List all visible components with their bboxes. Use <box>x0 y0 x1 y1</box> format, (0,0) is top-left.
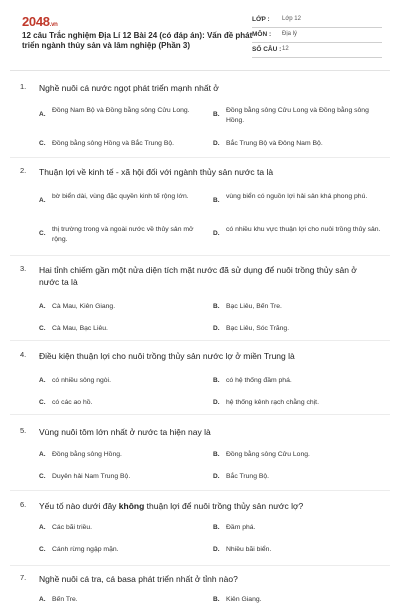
question-number: 5. <box>20 426 27 435</box>
option-letter: C. <box>39 325 46 332</box>
header-divider <box>10 70 390 71</box>
meta-label: SỐ CÂU : <box>252 46 282 53</box>
option-letter: B. <box>213 524 220 531</box>
option-text: Các bãi triều. <box>52 524 93 531</box>
option-text: hệ thống kênh rạch chằng chịt. <box>226 399 319 406</box>
question-number: 1. <box>20 82 27 91</box>
option-text: Đồng bằng sông Cửu Long và Đồng bằng sông Hồng. <box>226 107 369 124</box>
question-text-emphasis: không <box>118 501 145 511</box>
page-header <box>0 0 400 66</box>
option-letter: C. <box>39 546 46 553</box>
option-letter: A. <box>39 524 46 531</box>
option-letter: B. <box>213 111 220 118</box>
option-letter: A. <box>39 111 46 118</box>
option-text: bờ biển dài, vùng đặc quyền kinh tế rộng lớn. <box>52 193 189 200</box>
question-text <box>39 500 379 512</box>
meta-label: LỚP : <box>252 16 270 23</box>
option-text: có nhiều sông ngòi. <box>52 377 111 384</box>
question-number: 3. <box>20 264 27 273</box>
question-text-post: thuận lợi để nuôi trồng thủy sản nước lợ? <box>144 501 304 511</box>
logo-suffix: .vn <box>49 22 58 28</box>
option-letter: C. <box>39 473 46 480</box>
question-divider <box>10 565 390 566</box>
option-text: có hệ thống đầm phá. <box>226 377 292 384</box>
option-text: Bắc Trung Bộ. <box>226 473 270 480</box>
question-number: 6. <box>20 500 27 509</box>
question-divider <box>10 255 390 256</box>
option-letter: D. <box>213 325 220 332</box>
option-text: Cà Mau, Bạc Liêu. <box>52 325 108 332</box>
option-text: có các ao hồ. <box>52 399 93 406</box>
option-text: Đồng bằng sông Cửu Long. <box>226 451 310 458</box>
option-text: Bạc Liêu, Sóc Trăng. <box>226 325 290 332</box>
option-text: Duyên hải Nam Trung Bộ. <box>52 473 131 480</box>
option-letter: A. <box>39 377 46 384</box>
option-letter: A. <box>39 303 46 310</box>
option-letter: B. <box>213 596 220 603</box>
option-text: có nhiều khu vực thuận lợi cho nuôi trồng thủy sản. <box>226 226 381 233</box>
option-letter: D. <box>213 230 220 237</box>
question-divider <box>10 490 390 491</box>
meta-row-class <box>252 13 382 28</box>
option-text: Đầm phá. <box>226 524 256 531</box>
option-letter: D. <box>213 399 220 406</box>
question-number: 2. <box>20 166 27 175</box>
question-divider <box>10 340 390 341</box>
option-text: Bạc Liêu, Bến Tre. <box>226 303 282 310</box>
option-text: vùng biển có nguồn lợi hải sản khá phong phú. <box>226 193 368 200</box>
option-text: Cánh rừng ngập mặn. <box>52 546 119 553</box>
option-letter: B. <box>213 197 220 204</box>
question-text: Nghề nuôi cá tra, cá basa phát triển nhất ở tỉnh nào? <box>39 574 238 584</box>
option-text: Bến Tre. <box>52 596 78 603</box>
question-divider <box>10 414 390 415</box>
meta-value: 12 <box>282 46 289 52</box>
question-number: 4. <box>20 350 27 359</box>
question-text: Hai tỉnh chiếm gần một nửa diện tích mặt nước đã sử dụng để nuôi trồng thủy sản ở nước ta là <box>39 265 357 287</box>
question-divider <box>10 157 390 158</box>
meta-value: Lớp 12 <box>282 16 301 22</box>
option-text: Đồng Nam Bộ và Đồng bằng sông Cửu Long. <box>52 107 190 114</box>
meta-row-count <box>252 43 382 58</box>
document-title: 12 câu Trắc nghiệm Địa Lí 12 Bài 24 (có đáp án): Vấn đề phát triển ngành thủy sản và lâm nghiệp (Phần 3) <box>22 31 253 50</box>
option-text: Đồng bằng sông Hồng và Bắc Trung Bộ. <box>52 140 175 147</box>
meta-label: MÔN : <box>252 31 272 38</box>
option-text: Kiên Giang. <box>226 596 262 603</box>
option-text: thị trường trong và ngoài nước về thủy sản mở rộng. <box>52 226 194 243</box>
option-text: Đồng bằng sông Hồng. <box>52 451 122 458</box>
option-letter: B. <box>213 451 220 458</box>
option-letter: D. <box>213 546 220 553</box>
option-letter: C. <box>39 140 46 147</box>
question-text: Nghề nuôi cá nước ngọt phát triển mạnh nhất ở <box>39 83 219 93</box>
option-letter: D. <box>213 140 220 147</box>
option-letter: C. <box>39 399 46 406</box>
option-letter: B. <box>213 303 220 310</box>
question-text: Vùng nuôi tôm lớn nhất ở nước ta hiện nay là <box>39 427 211 437</box>
meta-value: Địa lý <box>282 31 298 37</box>
option-letter: A. <box>39 197 46 204</box>
option-text: Cà Mau, Kiên Giang. <box>52 303 116 310</box>
logo-text: 2048 <box>22 14 50 29</box>
option-text: Nhiều bãi biển. <box>226 546 272 553</box>
option-text: Bắc Trung Bộ và Đông Nam Bộ. <box>226 140 323 147</box>
option-letter: A. <box>39 451 46 458</box>
question-number: 7. <box>20 573 27 582</box>
question-text: Thuận lợi về kinh tế - xã hội đối với ngành thủy sản nước ta là <box>39 167 274 177</box>
option-letter: D. <box>213 473 220 480</box>
option-letter: A. <box>39 596 46 603</box>
option-letter: C. <box>39 230 46 237</box>
question-text-pre: Yếu tố nào dưới đây <box>39 501 119 511</box>
option-letter: B. <box>213 377 220 384</box>
question-text: Điều kiện thuận lợi cho nuôi trồng thủy sản nước lợ ở miền Trung là <box>39 351 295 361</box>
site-logo[interactable] <box>22 14 58 29</box>
meta-row-subject <box>252 28 382 43</box>
meta-table <box>252 13 382 58</box>
